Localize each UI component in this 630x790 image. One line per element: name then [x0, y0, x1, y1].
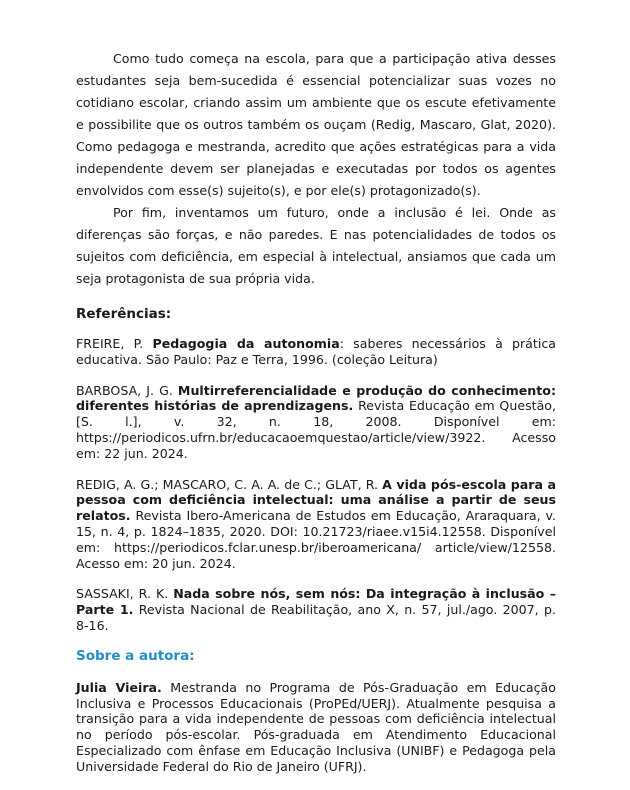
body-paragraph: Como tudo começa na escola, para que a participação ativa desses estudantes seja bem-sucedida é essencial potencializar suas vozes no cotidiano escolar, criando assim um ambiente que os escute efetivamente e possibilite que os outros também os ouçam (Redig, Mascaro, Glat, 2020). Como pedagoga e mestranda, acredito que ações estratégicas para a vida independente devem ser planejadas e executadas por todos os agentes envolvidos com esse(s) sujeito(s), e por ele(s) protagonizado(s).	[76, 51, 556, 198]
reference-author: FREIRE, P.	[76, 336, 153, 351]
reference-title: Multirreferencialidade e produção do conhecimento: diferentes histórias de aprendizagens.	[76, 382, 556, 414]
author-section-heading: Sobre a autora:	[76, 647, 195, 664]
author-bio-text: Mestranda no Programa de Pós-Graduação em Educação Inclusiva e Processos Educacionais (ProPEd/UERJ). Atualmente pesquisa a transição para a vida independente de pessoas com deficiência intelectual no período pós-escolar. Pós-graduada em Atendimento Educacional Especializado com ênfase em Educação Inclusiva (UNIBF) e Pedagoga pela Universidade Federal do Rio de Janeiro (UFRJ).	[76, 679, 556, 774]
reference-author: REDIG, A. G.; MASCARO, C. A. A. de C.; GLAT, R.	[76, 476, 383, 492]
reference-item	[76, 586, 556, 633]
reference-author: BARBOSA, J. G.	[76, 382, 178, 398]
body-paragraph: Por fim, inventamos um futuro, onde a inclusão é lei. Onde as diferenças são forças, e não paredes. E nas potencialidades de todos os sujeitos com deficiência, em especial à intelectual, ansiamos que cada um seja protagonista de sua própria vida.	[76, 205, 556, 286]
reference-item	[76, 477, 556, 572]
document-page	[76, 48, 556, 775]
author-bio	[76, 680, 556, 775]
reference-details: Revista Educação em Questão, [S. l.], v. 32, n. 18, 2008. Disponível em: https://periodicos.ufrn.br/educacaoemquestao/article/view/3922. Acesso em: 22 jun. 2024.	[76, 398, 556, 461]
reference-details: Revista Ibero-Americana de Estudos em Educação, Araraquara, v. 15, n. 4, p. 1824–1835, 2020. DOI: 10.21723/riaee.v15i4.12558. Disponível em: https://periodicos.fclar.unesp.br/iberoamericana/ article/view/12558. Acesso em: 20 jun. 2024.	[76, 508, 556, 571]
reference-item	[76, 383, 556, 462]
reference-details: : saberes necessários à prática educativa. São Paulo: Paz e Terra, 1996. (coleção Leitura)	[76, 336, 556, 367]
reference-title: Nada sobre nós, sem nós: Da integração à inclusão – Parte 1.	[76, 586, 557, 618]
reference-title: Pedagogia da autonomia	[152, 336, 340, 351]
reference-author: SASSAKI, R. K.	[76, 586, 174, 602]
reference-item	[76, 336, 556, 368]
reference-title: A vida pós-escola para a pessoa com deficiência intelectual: uma análise a partir de seus relatos.	[76, 476, 556, 524]
author-name: Julia Vieira.	[76, 679, 162, 695]
references-heading: Referências:	[76, 306, 172, 322]
reference-details: Revista Nacional de Reabilitação, ano X, n. 57, jul./ago. 2007, p. 8-16.	[76, 602, 556, 633]
body-text	[76, 48, 556, 290]
